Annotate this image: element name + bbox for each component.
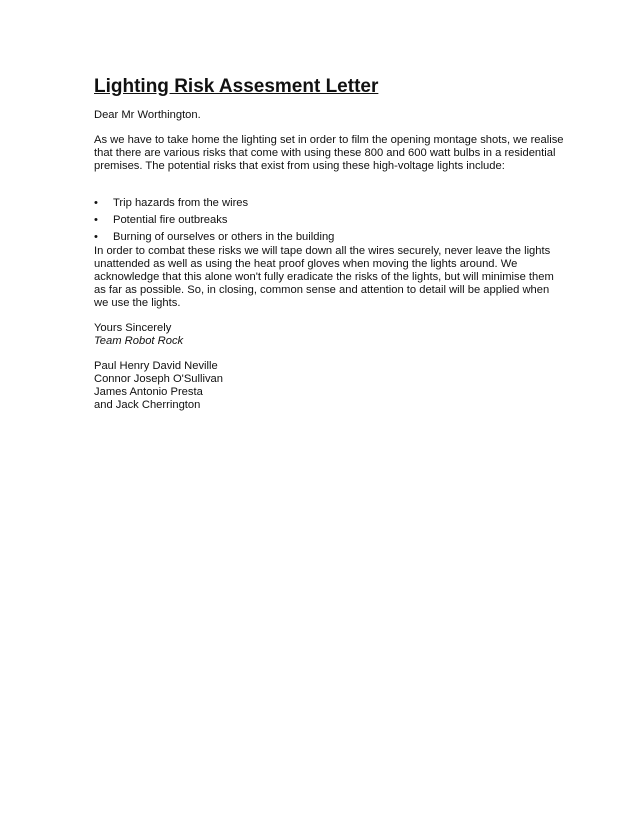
signatory: James Antonio Presta bbox=[94, 386, 203, 398]
signatory: Paul Henry David Neville bbox=[94, 360, 218, 372]
closing: Yours Sincerely bbox=[94, 322, 172, 334]
list-item: • Trip hazards from the wires bbox=[94, 197, 249, 209]
mitigation-paragraph: In order to combat these risks we will tape down all the wires securely, never leave the lights unattended as well as using the heat proof gloves when moving the lights around. We acknowledge that this alone won't fully eradicate the risks of the lights, but will minimise them as far as possible. So, in closing, common sense and attention to detail will be applied when we use the lights. bbox=[94, 245, 554, 309]
signatory: Connor Joseph O'Sullivan bbox=[94, 373, 224, 385]
letter-title: Lighting Risk Assesment Letter bbox=[94, 76, 379, 97]
risk-list bbox=[94, 197, 564, 244]
intro-paragraph: As we have to take home the lighting set in order to film the opening montage shots, we realise that there are various risks that come with using these 800 and 600 watt bulbs in a residential premises. The potential risks that exist from using these high-voltage lights include: bbox=[94, 134, 564, 172]
salutation: Dear Mr Worthington. bbox=[94, 109, 201, 121]
team-name: Team Robot Rock bbox=[94, 335, 184, 347]
bullet-icon: • bbox=[94, 214, 98, 226]
list-item: • Potential fire outbreaks bbox=[94, 214, 228, 226]
letter-page bbox=[94, 76, 564, 412]
signatory: and Jack Cherrington bbox=[94, 399, 201, 411]
bullet-icon: • bbox=[94, 231, 98, 243]
bullet-icon: • bbox=[94, 197, 98, 209]
list-item: • Burning of ourselves or others in the building bbox=[94, 231, 335, 243]
